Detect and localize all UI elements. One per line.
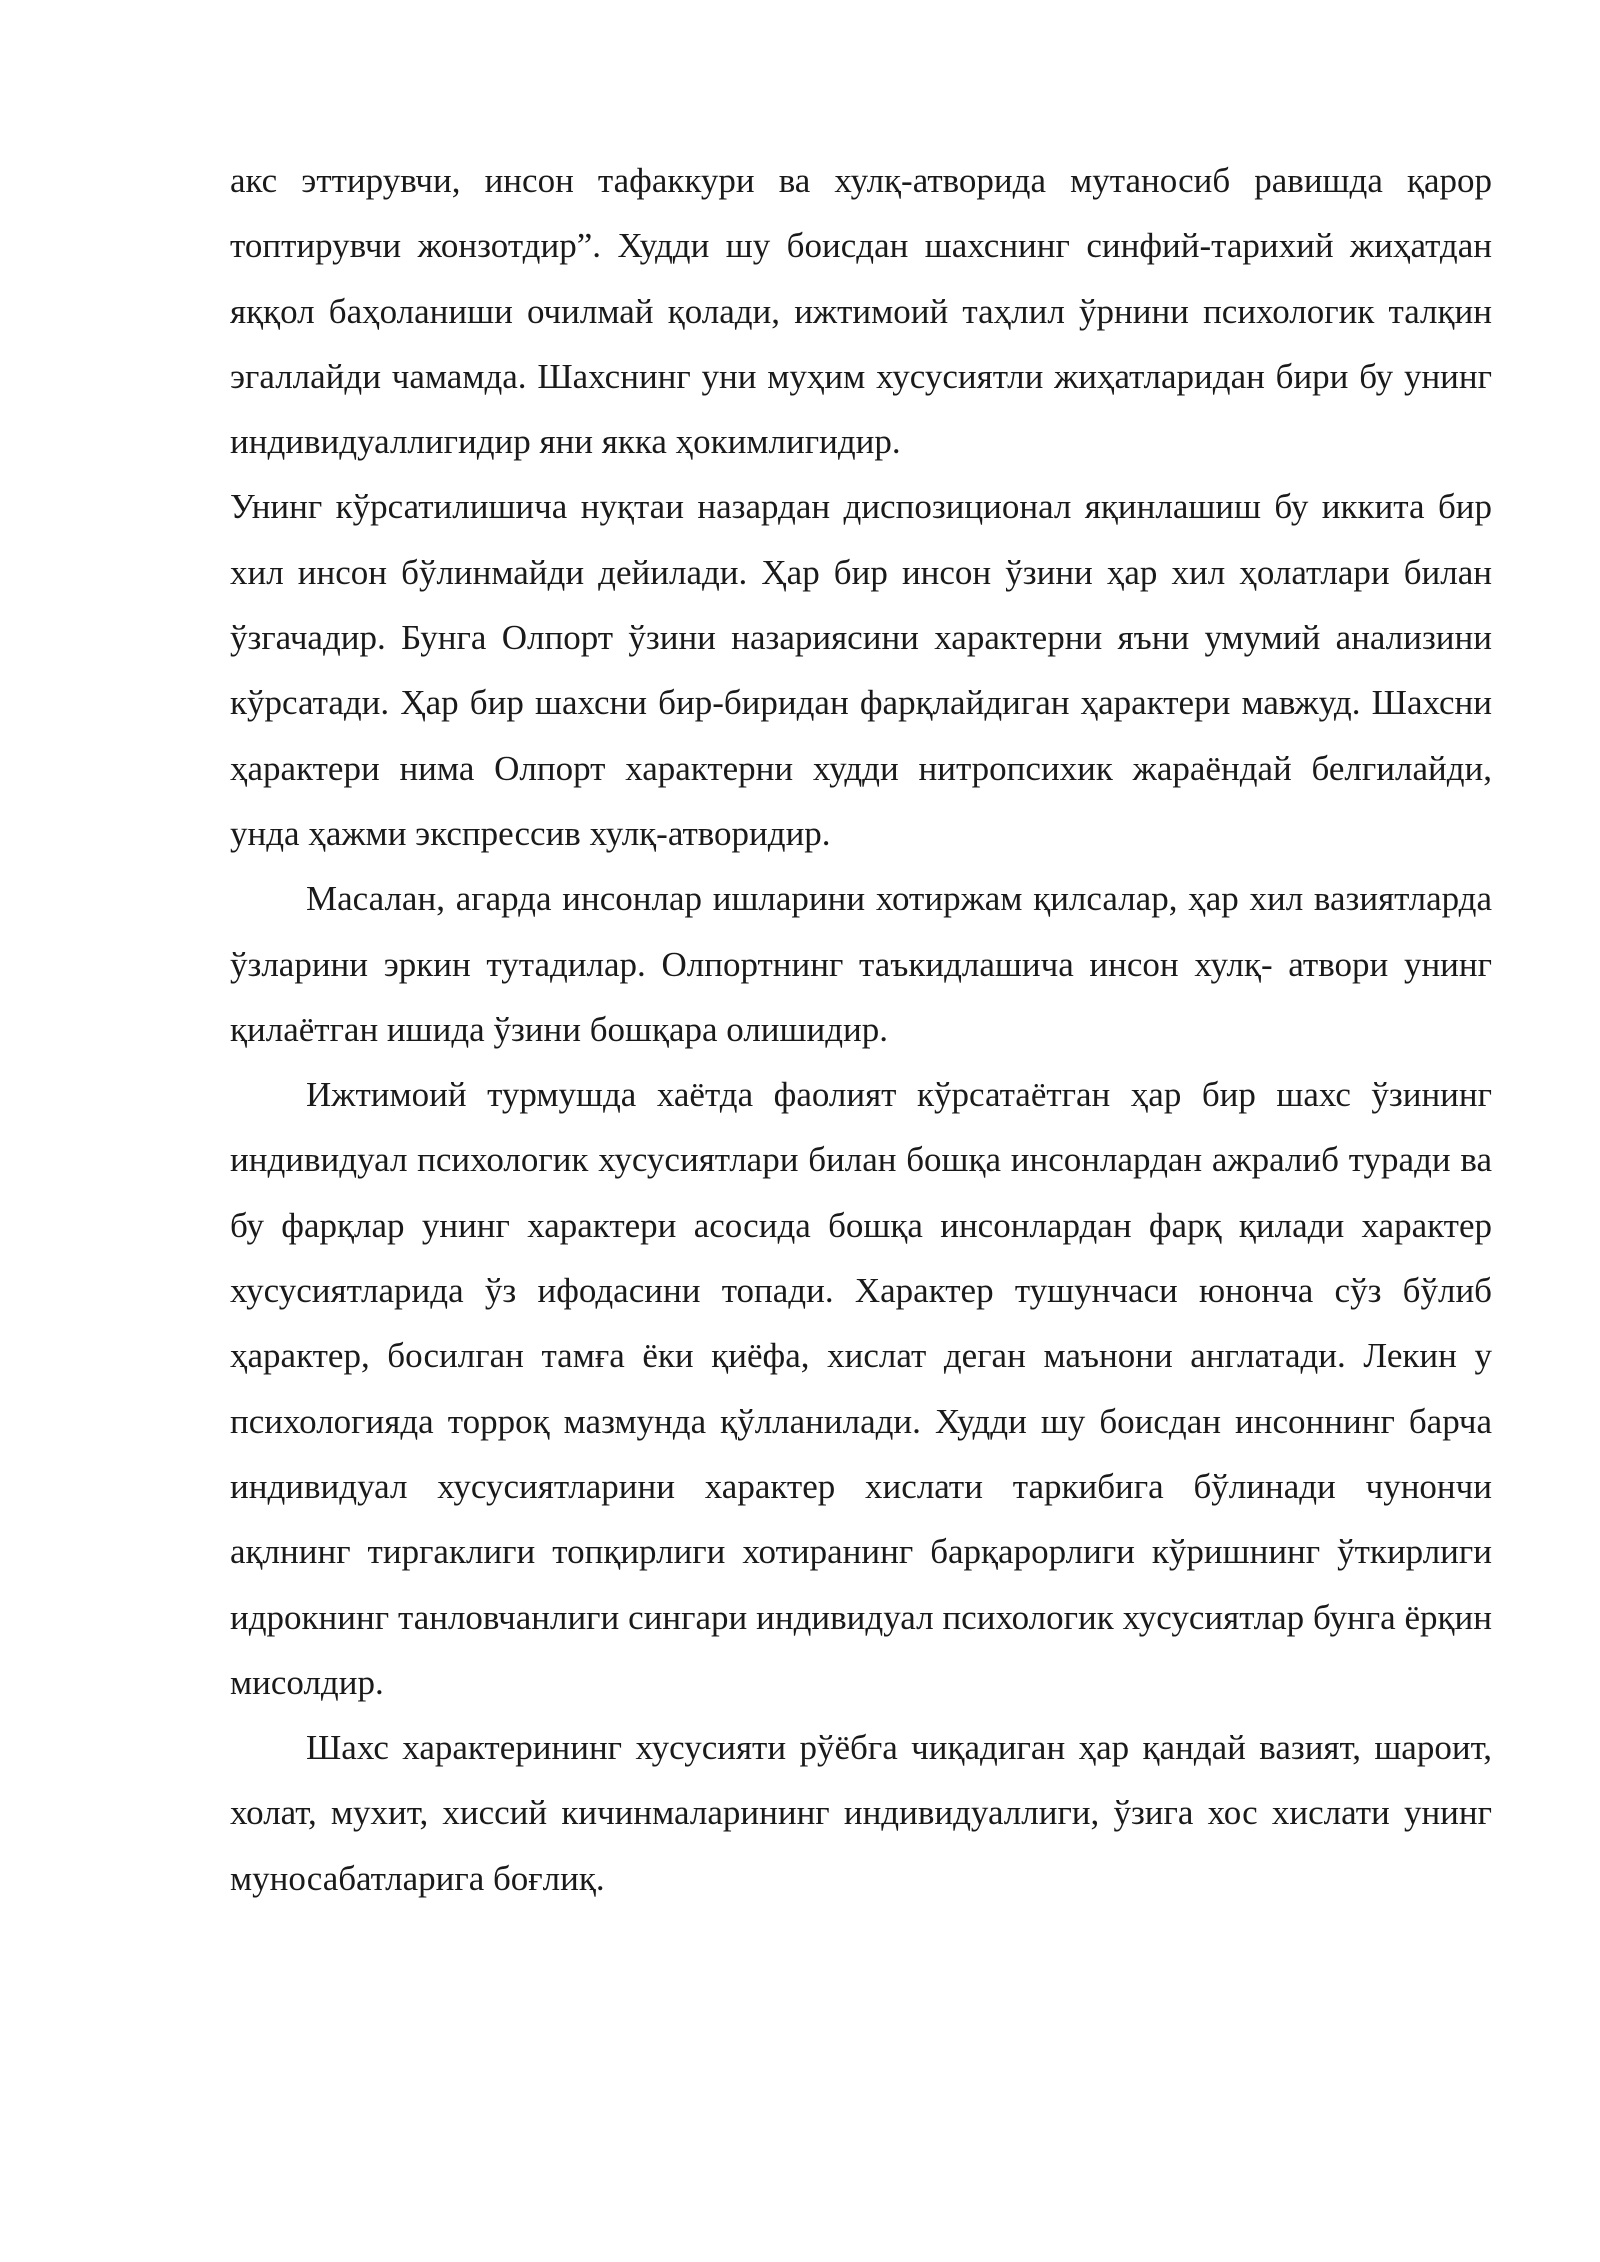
document-body (230, 148, 1492, 1911)
paragraph-2: Унинг кўрсатилишича нуқтаи назардан диспозиционал яқинлашиш бу иккита бир хил инсон бўлинмайди дейилади. Ҳар бир инсон ўзини ҳар хил ҳолатлари билан ўзгачадир. Бунга Олпорт ўзини назариясини характерни яъни умумий анализини кўрсатади. Ҳар бир шахсни бир-биридан фарқлайдиган ҳарактери мавжуд. Шахсни ҳарактери нима Олпорт характерни худди нитропсихик жараёндай белгилайди, унда ҳажми экспрессив хулқ-атворидир. (230, 487, 1492, 853)
paragraph-5: Шахс характерининг хусусияти рўёбга чиқадиган ҳар қандай вазият, шароит, холат, мухит, хиссий кичинмаларининг индивидуаллиги, ўзига хос хислати унинг муносабатларига боғлиқ. (230, 1728, 1492, 1898)
paragraph-4: Ижтимоий турмушда хаётда фаолият кўрсатаётган ҳар бир шахс ўзининг индивидуал психологик хусусиятлари билан бошқа инсонлардан ажралиб туради ва бу фарқлар унинг характери асосида бошқа инсонлардан фарқ қилади характер хусусиятларида ўз ифодасини топади. Характер тушунчаси юнонча сўз бўлиб ҳарактер, босилган тамға ёки қиёфа, хислат деган маънони англатади. Лекин у психологияда торроқ мазмунда қўлланилади. Худди шу боисдан инсоннинг барча индивидуал хусусиятларини характер хислати таркибига бўлинади чунончи ақлнинг тиргаклиги топқирлиги хотиранинг барқарорлиги кўришнинг ўткирлиги идрокнинг танловчанлиги сингари индивидуал психологик хусусиятлар бунга ёрқин мисолдир. (230, 1075, 1492, 1702)
paragraph-1: акс эттирувчи, инсон тафаккури ва хулқ-атворида мутаносиб равишда қарор топтирувчи жонзотдир”. Худди шу боисдан шахснинг синфий-тарихий жиҳатдан яққол баҳоланиши очилмай қолади, ижтимоий таҳлил ўрнини психологик талқин эгаллайди чамамда. Шахснинг уни муҳим хусусиятли жиҳатларидан бири бу унинг индивидуаллигидир яни якка ҳокимлигидир. (230, 161, 1492, 462)
paragraph-3: Масалан, агарда инсонлар ишларини хотиржам қилсалар, ҳар хил вазиятларда ўзларини эркин тутадилар. Олпортнинг таъкидлашича инсон хулқ- атвори унинг қилаётган ишида ўзини бошқара олишидир. (230, 879, 1492, 1049)
